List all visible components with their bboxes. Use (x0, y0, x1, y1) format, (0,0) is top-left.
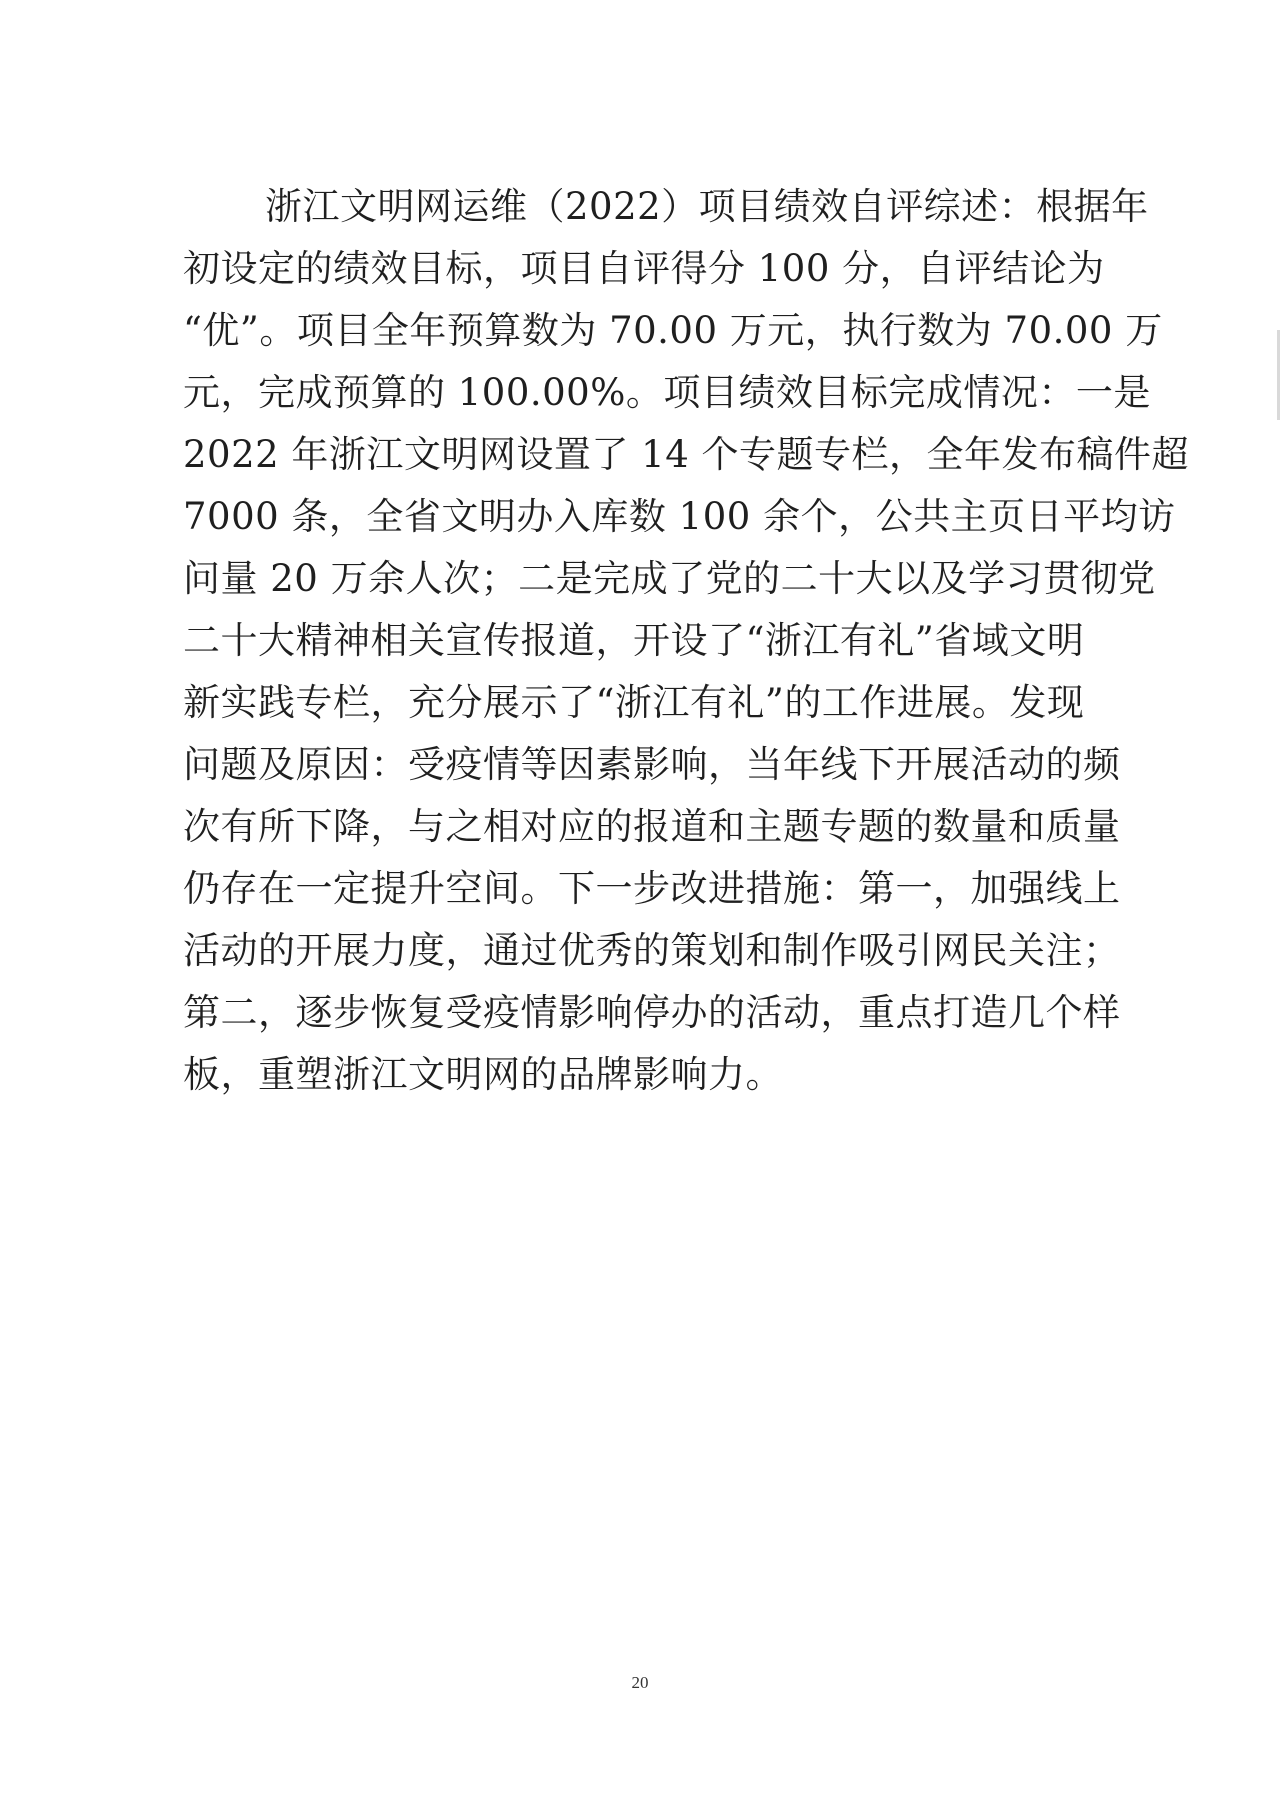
paragraph-line: 浙江文明网运维（2022）项目绩效自评综述：根据年 (265, 185, 1149, 228)
page-number: 20 (631, 1673, 649, 1692)
paragraph-line: 活动的开展力度，通过优秀的策划和制作吸引网民关注； (183, 929, 1121, 972)
paragraph-line: 新实践专栏，充分展示了“浙江有礼”的工作进展。发现 (183, 681, 1085, 724)
paragraph-line: “优”。项目全年预算数为 70.00 万元，执行数为 70.00 万 (183, 309, 1163, 352)
paragraph-line: 2022 年浙江文明网设置了 14 个专题专栏，全年发布稿件超 (183, 433, 1190, 476)
paragraph-line: 7000 条，全省文明办入库数 100 余个，公共主页日平均访 (183, 495, 1176, 538)
paragraph-line: 板，重塑浙江文明网的品牌影响力。 (183, 1053, 783, 1096)
paragraph-line: 问量 20 万余人次；二是完成了党的二十大以及学习贯彻党 (183, 557, 1156, 600)
paragraph-line: 问题及原因：受疫情等因素影响，当年线下开展活动的频 (183, 743, 1121, 786)
body-paragraph (183, 176, 1190, 1106)
paragraph-line: 元，完成预算的 100.00%。项目绩效目标完成情况：一是 (183, 371, 1151, 414)
paragraph-line: 二十大精神相关宣传报道，开设了“浙江有礼”省域文明 (183, 619, 1085, 662)
paragraph-line: 次有所下降，与之相对应的报道和主题专题的数量和质量 (183, 805, 1121, 848)
paragraph-line: 初设定的绩效目标，项目自评得分 100 分，自评结论为 (183, 247, 1105, 290)
paragraph-line: 第二，逐步恢复受疫情影响停办的活动，重点打造几个样 (183, 991, 1121, 1034)
paragraph-line: 仍存在一定提升空间。下一步改进措施：第一，加强线上 (183, 867, 1121, 910)
